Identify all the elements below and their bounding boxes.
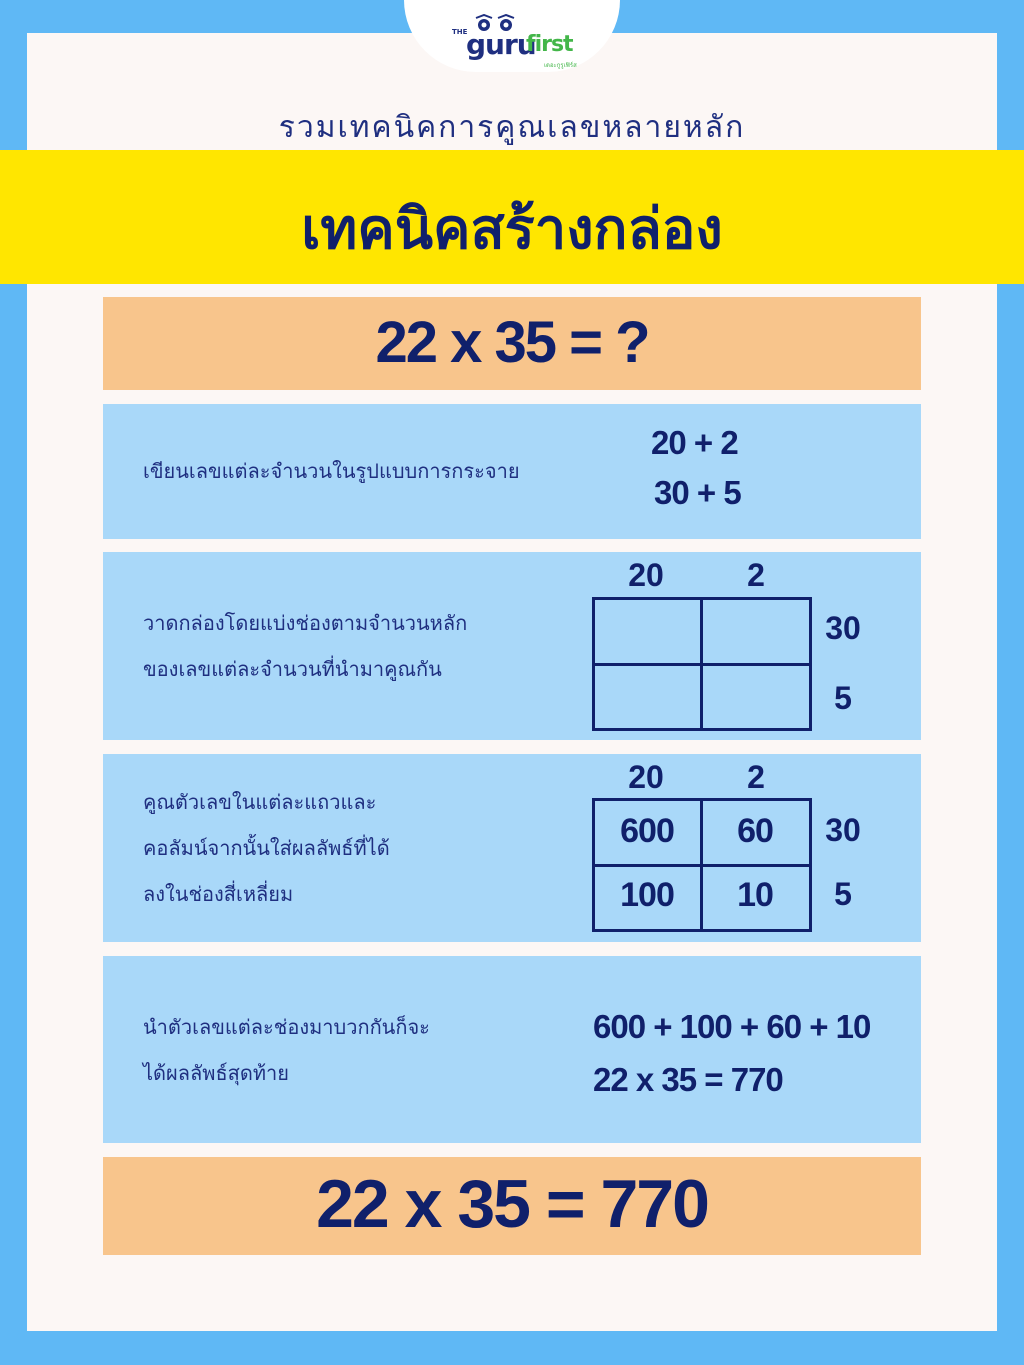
step1-line1: 20 + 2 — [651, 424, 738, 461]
step3-text-line1: คูณตัวเลขในแต่ละแถวและ — [143, 790, 377, 814]
question-box — [103, 297, 921, 390]
cell-600: 600 — [620, 812, 674, 850]
step2-col1-label: 20 — [628, 557, 664, 593]
cell-60: 60 — [737, 812, 773, 850]
grid-divider-h — [595, 663, 809, 666]
step3-box — [103, 754, 921, 942]
grid-divider-h — [595, 864, 809, 867]
page-title: เทคนิคสร้างกล่อง — [301, 197, 723, 262]
step1-line2: 30 + 5 — [654, 474, 741, 511]
step4-text-line1: นำตัวเลขแต่ละช่องมาบวกกันก็จะ — [143, 1015, 430, 1039]
step2-grid — [592, 597, 812, 731]
step1-box — [103, 404, 921, 539]
step3-text-line3: ลงในช่องสี่เหลี่ยม — [143, 882, 294, 906]
step3-row2-label: 5 — [834, 876, 852, 912]
step2-box — [103, 552, 921, 740]
logo-sub: เดอะกูรูเฟิร์ส — [544, 62, 577, 69]
logo-first: first — [526, 32, 573, 57]
step2-row1-label: 30 — [825, 610, 861, 646]
logo-guru: guru — [466, 28, 536, 61]
step4-box — [103, 956, 921, 1143]
logo-the: THE — [452, 28, 468, 36]
step3-col2-label: 2 — [747, 759, 765, 795]
page-subtitle: รวมเทคนิคการคูณเลขหลายหลัก — [278, 110, 746, 145]
step2-text-line1: วาดกล่องโดยแบ่งช่องตามจำนวนหลัก — [143, 611, 468, 635]
step3-col1-label: 20 — [628, 759, 664, 795]
answer-box — [103, 1157, 921, 1255]
step2-col2-label: 2 — [747, 557, 765, 593]
step3-text-line2: คอลัมน์จากนั้นใส่ผลลัพธ์ที่ได้ — [143, 836, 390, 860]
step2-text-line2: ของเลขแต่ละจำนวนที่นำมาคูณกัน — [143, 657, 442, 681]
step1-text: เขียนเลขแต่ละจำนวนในรูปแบบการกระจาย — [143, 459, 520, 483]
cell-100: 100 — [620, 876, 674, 914]
gurufirst-logo — [452, 14, 582, 68]
cell-10: 10 — [737, 876, 773, 914]
step4-text-line2: ได้ผลลัพธ์สุดท้าย — [143, 1061, 289, 1085]
question-text: 22 x 35 = ? — [375, 310, 649, 375]
step2-row2-label: 5 — [834, 680, 852, 716]
step4-result: 22 x 35 = 770 — [593, 1061, 783, 1098]
answer-text: 22 x 35 = 770 — [316, 1166, 708, 1242]
title-banner — [0, 150, 1024, 284]
step3-row1-label: 30 — [825, 812, 861, 848]
step4-sum: 600 + 100 + 60 + 10 — [593, 1008, 871, 1045]
